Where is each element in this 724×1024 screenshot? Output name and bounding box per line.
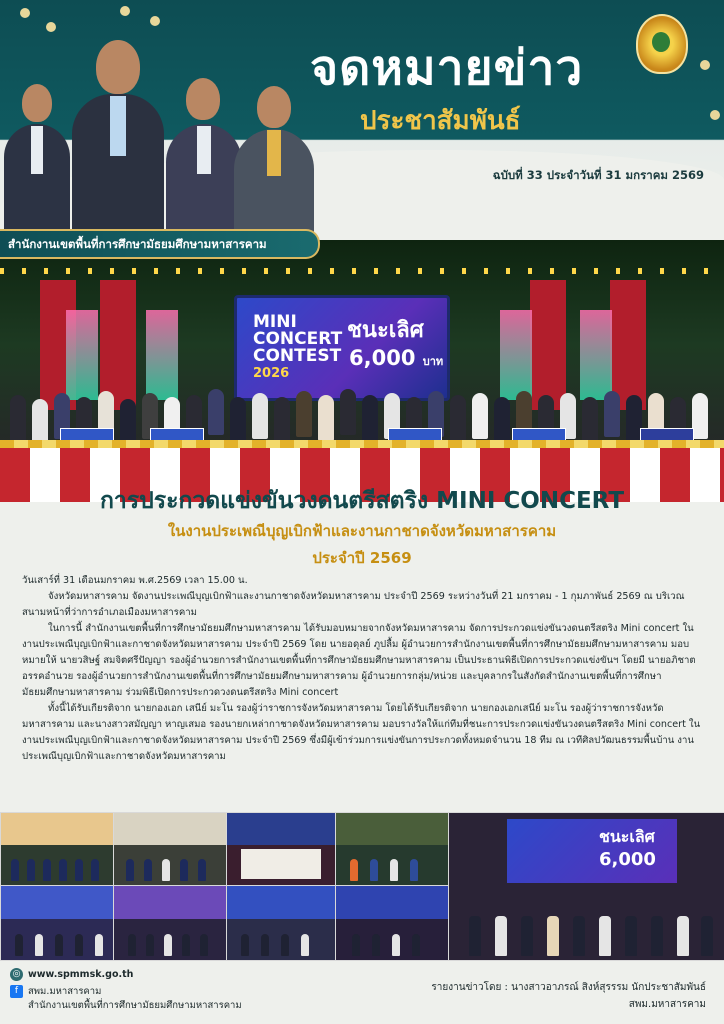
executive-portraits: [0, 34, 330, 232]
reporter-credit: รายงานข่าวโดย : นางสาวอาภรณ์ สิงห์สุรรรม นักประชาสัมพันธ์ สพม.มหาสารคาม: [431, 982, 706, 1010]
portrait: [72, 38, 164, 232]
portrait: [166, 74, 242, 232]
article-paragraph: ทั้งนี้ได้รับเกียรติจาก นายกองเอก เสนีย์ มะโน รองผู้ว่าราชการจังหวัดมหาสารคาม โดยได้รับเกียรติจาก นายกองเอกเสนีย์ มะโน รองผู้ว่าราชการจังหวัดมหาสารคาม และนางสาวสมัญญา หาญเสมอ รองนายกเหล่ากาชาดจังหวัดมหาสารคาม มอบรางวัลให้แก่ทีมที่ชนะการประกวดแข่งขันวงดนตรีสตริง Mini concert ในงานประเพณีบุญเบิกฟ้าและกาชาดจังหวัดมหาสารคาม ประจำปี 2569 ซึ่งมีผู้เข้าร่วมการแข่งขันการประกวดทั้งหมดจำนวน 18 ทีม ณ เวทีศิลปวัฒนธรรมพื้นบ้าน งานประเพณีบุญเบิกฟ้าและกาชาดจังหวัดมหาสารคาม: [22, 703, 701, 762]
facebook-page-fullname: สำนักงานเขตพื้นที่การศึกษามัธยมศึกษามหาสารคาม: [28, 1000, 242, 1011]
newsletter-title: จดหมายข่าว: [310, 40, 584, 96]
screen-winner-label: ชนะเลิศ: [599, 827, 655, 846]
screen-contest-name: MINI CONCERT CONTEST 2026: [253, 312, 343, 381]
website-row: [10, 968, 133, 981]
newsletter-header: [0, 0, 724, 232]
newsletter-subtitle: ประชาสัมพันธ์: [360, 106, 521, 136]
facebook-icon: f: [10, 985, 23, 998]
flower-decoration: [700, 60, 710, 70]
flower-decoration: [20, 8, 30, 18]
article-body: [22, 573, 704, 765]
article-subheadline: ในงานประเพณีบุญเบิกฟ้าและงานกาชาดจังหวัดมหาสารคาม: [167, 522, 557, 540]
screen-winner-label: ชนะเลิศ: [347, 318, 424, 343]
photo-gallery: [0, 812, 724, 960]
gallery-photo: [226, 885, 336, 961]
globe-icon: ◎: [10, 968, 23, 981]
article-paragraph: ในการนี้ สำนักงานเขตพื้นที่การศึกษามัธยมศึกษามหาสารคาม ได้รับมอบหมายจากจังหวัดมหาสารคาม จัดการประกวดแข่งขันวงดนตรีสตริง Mini concert ในงานประเพณีบุญเบิกฟ้าและกาชาดจังหวัดมหาสารคาม ประจำปี 2569 โดย นายอดุลย์ ภูปลื้ม ผู้อำนวยการสำนักงานเขตพื้นที่การศึกษามัธยมศึกษามหาสารคาม มอบหมายให้ นายวสิษฐ์ สมจิตศรีปัญญา รองผู้อำนวยการสำนักงานเขตพื้นที่การศึกษามัธยมศึกษามหาสารคาม เป็นประธานพิธีเปิดการประกวดแข่งขันฯ โดยมี นายอภิชาต อรรคอำนวย รองผู้อำนวยการสำนักงานเขตพื้นที่การศึกษามัธยมศึกษามหาสารคาม ผู้อำนวยการกลุ่ม/หน่วย และบุคลากรในสังกัดสำนักงานเขตพื้นที่การศึกษามัธยมศึกษามหาสารคาม ร่วมพิธีเปิดการประกวดวงดนตรีสตริง Mini concert: [22, 623, 696, 698]
facebook-row: [10, 984, 101, 999]
gallery-photo: [113, 885, 227, 961]
portrait: [234, 84, 314, 232]
gallery-photo: [335, 812, 449, 886]
flower-decoration: [150, 16, 160, 26]
article-date: วันเสาร์ที่ 31 เดือนมกราคม พ.ศ.2569 เวลา 15.00 น.: [22, 575, 248, 586]
gallery-photo: [113, 812, 227, 886]
string-lights: [0, 268, 724, 274]
office-banner: สำนักงานเขตพื้นที่การศึกษามัธยมศึกษามหาสารคาม: [0, 229, 320, 259]
agency-logo-icon: [636, 14, 688, 74]
article-headline: การประกวดแข่งขันวงดนตรีสตริง MINI CONCERT: [99, 488, 625, 514]
website-link[interactable]: www.spmmsk.go.th: [28, 969, 134, 980]
flower-decoration: [710, 110, 720, 120]
flower-decoration: [120, 6, 130, 16]
screen-prize: 6,000: [599, 849, 656, 870]
gallery-photo-large: [448, 812, 724, 961]
gallery-photo: [0, 885, 114, 961]
hero-photo: [0, 240, 724, 502]
issue-line: ฉบับที่ 33 ประจำวันที่ 31 มกราคม 2569: [492, 168, 704, 182]
flower-decoration: [46, 22, 56, 32]
screen-prize: 6,000 บาท: [349, 346, 444, 370]
facebook-page-name[interactable]: สพม.มหาสารคาม: [28, 986, 102, 997]
portrait: [4, 84, 70, 232]
gallery-photo: [0, 812, 114, 886]
article-year: ประจำปี 2569: [312, 549, 412, 567]
article-paragraph: จังหวัดมหาสารคาม จัดงานประเพณีบุญเบิกฟ้าและงานกาชาดจังหวัดมหาสารคาม ประจำปี 2569 ระหว่างวันที่ 21 มกราคม - 1 กุมภาพันธ์ 2569 ณ บริเวณสนามหน้าที่ว่าการอำเภอเมืองมหาสารคาม: [22, 591, 685, 618]
gallery-photo: [335, 885, 449, 961]
gallery-photo: [226, 812, 336, 886]
